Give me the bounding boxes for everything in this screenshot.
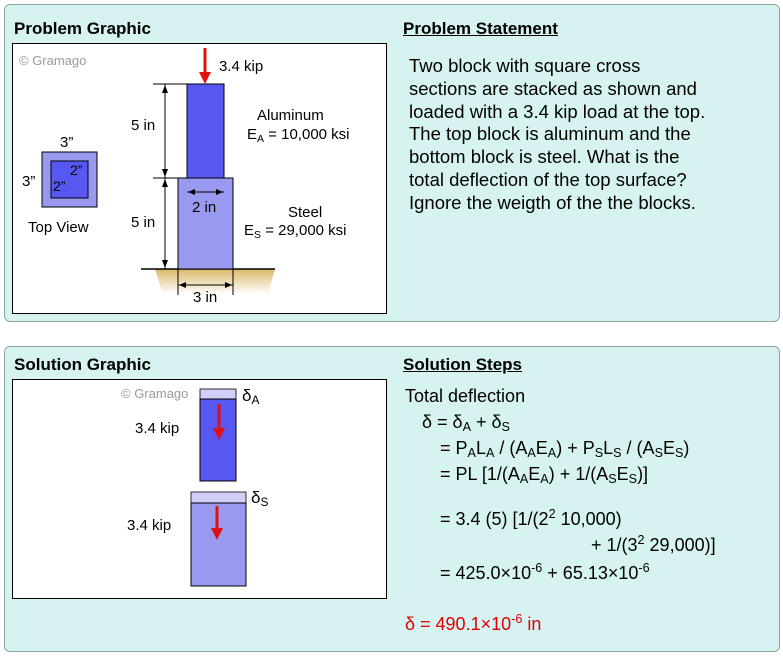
statement-line: total deflection of the top surface?	[409, 168, 687, 190]
result: $\delta = 490.1\times 10^{-6}$ in	[405, 612, 542, 634]
solution-graphic-title: Solution Graphic	[14, 355, 151, 374]
solution-diagram	[13, 380, 388, 600]
dim-arrow	[162, 85, 168, 93]
load-arrowhead	[199, 72, 211, 84]
top-view-label: Top View	[28, 219, 89, 236]
top-view-outer-width: 3”	[60, 134, 74, 151]
copyright-label: © Gramago	[19, 53, 87, 68]
load-label-a: 3.4 kip	[135, 420, 180, 437]
copyright-label: © Gramago	[121, 386, 189, 401]
dim-arrow	[162, 169, 168, 177]
aluminum-modulus: $E_A = 10,000$ ksi	[247, 126, 350, 145]
load-label: 3.4 kip	[219, 58, 264, 75]
statement-line: bottom block is steel. What is the	[409, 146, 680, 168]
step-2: = $P_AL_A / (A_AE_A) + P_SL_S / (A_SE_S)$	[440, 438, 690, 460]
load-label-s: 3.4 kip	[127, 517, 172, 534]
aluminum-block	[187, 84, 224, 178]
step-5: + $1/(3^2$ 29,000)]	[591, 533, 716, 555]
top-view-inner-width: 2”	[70, 162, 83, 178]
problem-diagram	[13, 44, 388, 315]
problem-statement-title: Problem Statement	[403, 19, 558, 38]
statement-line: loaded with a 3.4 kip load at the top.	[409, 100, 706, 122]
problem-graphic-title: Problem Graphic	[14, 19, 151, 38]
solution-steps-title: Solution Steps	[403, 355, 522, 374]
steel-deflection-band	[191, 492, 246, 503]
top-view-outer-height: 3”	[22, 173, 36, 190]
delta-s-label: $\delta_S$	[251, 488, 269, 509]
aluminum-deflection-band	[200, 389, 236, 399]
problem-statement	[409, 55, 764, 215]
solution-graphic-box	[12, 379, 387, 599]
step-1: $\delta = \delta_A + \delta_S$	[422, 412, 510, 434]
top-view-inner-height: 2”	[53, 178, 66, 194]
delta-a-label: $\delta_A$	[242, 386, 260, 407]
steel-label: Steel	[288, 204, 323, 221]
step-3: = PL $[1/(A_AE_A) + 1/(A_SE_S)]$	[440, 464, 649, 486]
step-4: = 3.4 (5) [$1/(2^2$ 10,000)	[440, 507, 622, 529]
problem-graphic-box	[12, 43, 387, 314]
dim-5in-top: 5 in	[131, 117, 156, 134]
steel-modulus: $E_S = 29,000$ ksi	[244, 222, 347, 241]
statement-line: Two block with square cross	[409, 55, 641, 76]
dim-arrow	[162, 179, 168, 187]
dim-3in: 3 in	[193, 289, 218, 306]
statement-line: Ignore the weigth of the the blocks.	[409, 191, 696, 213]
statement-line: The top block is aluminum and the	[409, 123, 691, 145]
dim-arrow	[162, 260, 168, 268]
aluminum-label: Aluminum	[257, 107, 324, 124]
statement-line: sections are stacked as shown and	[409, 77, 697, 99]
step-6: = $425.0\times 10^{-6} + 65.13\times 10^{-6}$	[440, 561, 650, 583]
steps-heading: Total deflection	[405, 386, 526, 406]
dim-2in: 2 in	[192, 199, 217, 216]
dim-5in-bottom: 5 in	[131, 214, 156, 231]
